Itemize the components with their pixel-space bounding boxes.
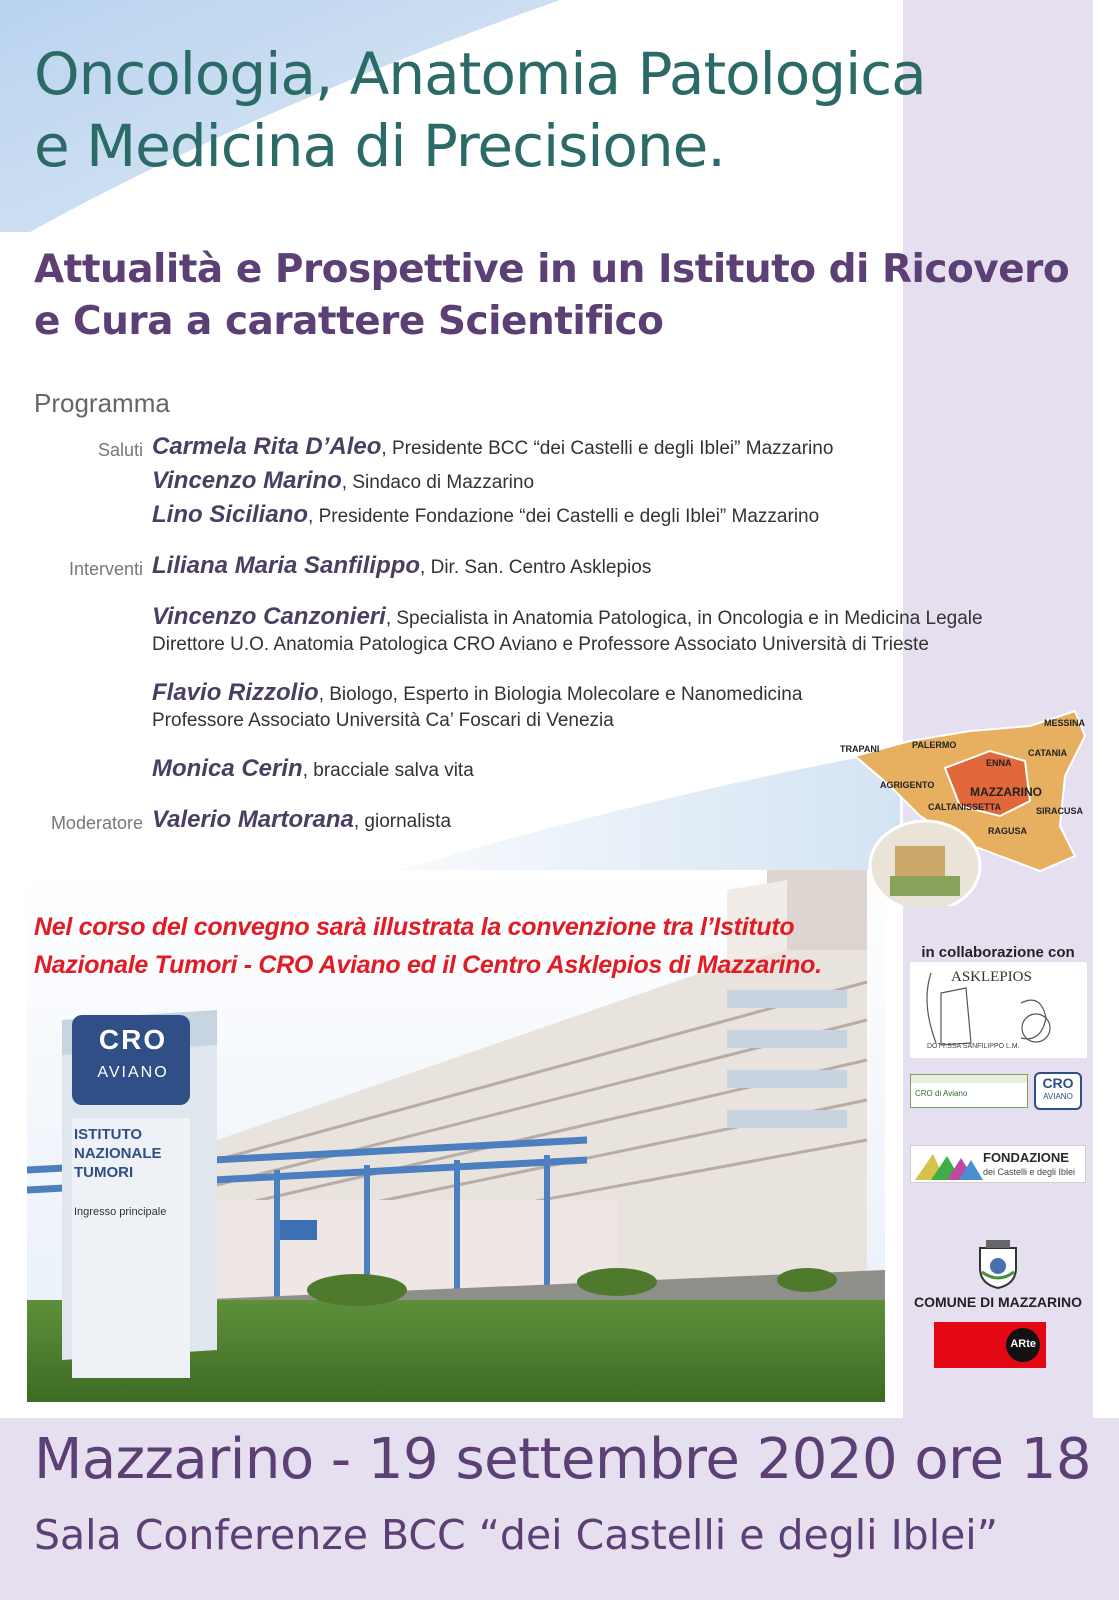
speaker-name: Liliana Maria Sanfilippo	[152, 552, 421, 579]
subtitle-line-2: e Cura a carattere Scientifico	[34, 299, 664, 344]
section-label-interventi: Interventi	[68, 559, 143, 579]
asklepios-logo	[910, 962, 1086, 1057]
main-title	[34, 38, 1094, 182]
speaker-role: Presidente BCC “dei Castelli e degli Iblei” Mazzarino	[391, 438, 834, 459]
cro-banner-text: CRO di Aviano	[915, 1089, 968, 1098]
cro-logo-text: CRO	[1042, 1075, 1074, 1091]
event-date: Mazzarino - 19 settembre 2020 ore 18	[34, 1427, 1091, 1492]
speaker-role: Presidente Fondazione “dei Castelli e degli Iblei” Mazzarino	[318, 506, 820, 527]
speaker-role: Biologo, Esperto in Biologia Molecolare e Nanomedicina	[329, 684, 803, 705]
speaker-role: Specialista in Anatomia Patologica, in Oncologia e in Medicina Legale	[396, 608, 983, 629]
asklepios-subtitle: DOTT.SSA SANFILIPPO L.M.	[927, 1043, 1020, 1050]
speaker-role: Dir. San. Centro Asklepios	[430, 557, 652, 578]
asklepios-title: ASKLEPIOS	[951, 969, 1032, 985]
speaker-name: Vincenzo Marino	[152, 467, 342, 494]
sign-entrance: Ingresso principale	[74, 1206, 167, 1218]
sign-cro: CRO	[98, 1024, 168, 1055]
speaker-name: Monica Cerin	[152, 755, 303, 782]
arte-logo-text: ARte	[1010, 1338, 1036, 1350]
speaker-name: Carmela Rita D’Aleo	[152, 433, 382, 460]
note-line-1: Nel corso del convegno sarà illustrata la convenzione tra l’Istituto	[34, 913, 795, 941]
comune-label: COMUNE DI MAZZARINO	[914, 1294, 1082, 1310]
speaker-detail: Professore Associato Università Ca’ Foscari di Venezia	[152, 710, 614, 731]
speaker-name: Vincenzo Canzonieri	[152, 603, 386, 630]
fondazione-sub: dei Castelli e degli Iblei	[983, 1167, 1076, 1177]
speaker-name: Lino Siciliano	[152, 501, 309, 528]
section-label-saluti: Saluti	[97, 440, 143, 460]
arte-logo	[934, 1322, 1046, 1368]
cro-logo-sub: AVIANO	[1043, 1092, 1073, 1101]
collaboration-label: in collaborazione con	[921, 944, 1075, 961]
programma-heading: Programma	[34, 388, 170, 418]
fondazione-mountains-icon	[913, 1146, 983, 1182]
title-line-1: Oncologia, Anatomia Patologica	[34, 40, 926, 108]
speaker-role: bracciale salva vita	[313, 760, 474, 781]
speaker-name: Flavio Rizzolio	[152, 679, 319, 706]
speaker-role: giornalista	[364, 811, 452, 832]
subtitle-line-1: Attualità e Prospettive in un Istituto di Ricovero	[34, 247, 1070, 292]
cro-aviano-logo	[910, 1070, 1086, 1112]
subtitle	[34, 244, 1104, 348]
convention-note	[34, 908, 894, 984]
speaker-role: Sindaco di Mazzarino	[352, 472, 535, 493]
event-venue: Sala Conferenze BCC “dei Castelli e degli Iblei”	[34, 1511, 998, 1559]
note-line-2: Nazionale Tumori - CRO Aviano ed il Centro Asklepios di Mazzarino.	[34, 951, 822, 979]
sign-aviano: AVIANO	[97, 1064, 169, 1081]
map-labels: MESSINA TRAPANI PALERMO CATANIA ENNA AGRIGENTO MAZZARINO CALTANISSETTA SIRACUSA RAGUSA	[840, 718, 1086, 836]
speaker-name: Valerio Martorana	[152, 806, 354, 833]
title-line-2: e Medicina di Precisione.	[34, 112, 725, 180]
sign-istituto: ISTITUTO NAZIONALE TUMORI	[74, 1126, 162, 1181]
section-label-moderatore: Moderatore	[50, 813, 143, 833]
speaker-detail: Direttore U.O. Anatomia Patologica CRO Aviano e Professore Associato Università di Trieste	[152, 634, 929, 655]
fondazione-name: FONDAZIONE	[983, 1150, 1069, 1165]
fondazione-logo	[910, 1145, 1086, 1183]
comune-coat-of-arms-icon	[976, 1238, 1020, 1290]
